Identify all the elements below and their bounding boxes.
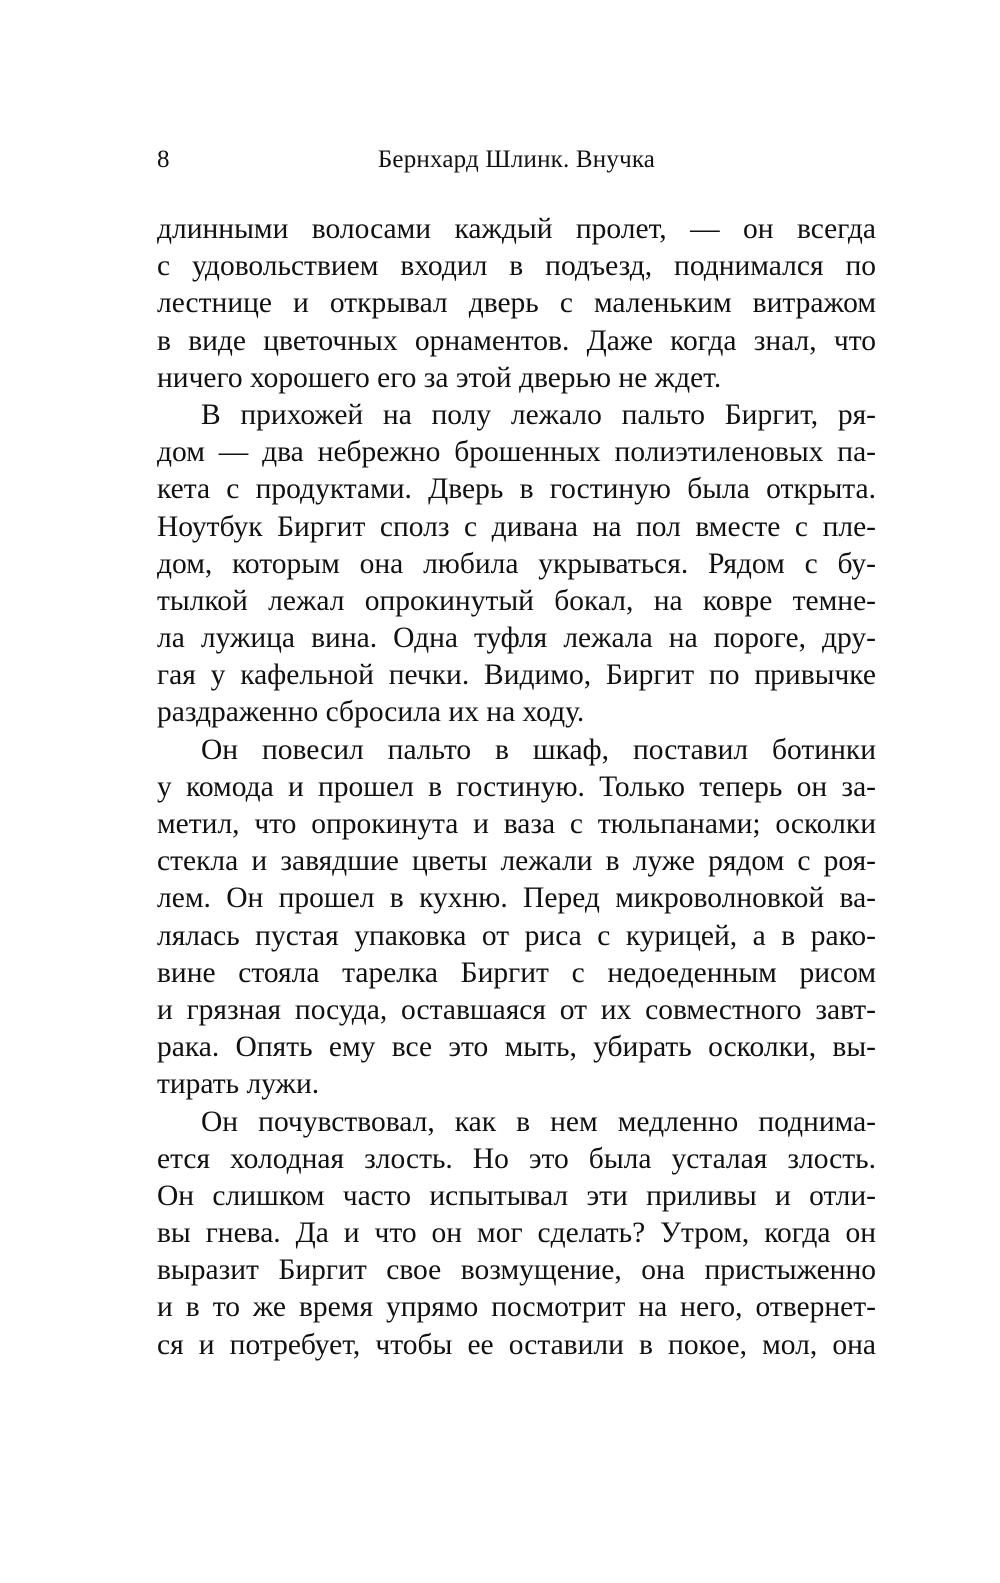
text-line: Ноутбук Биргит сполз с дивана на пол вместе с пле- [157,510,876,543]
text-line: Он почувствовал, как в нем медленно поднима- [201,1105,876,1138]
text-line: и грязная посуда, оставшаяся от их совместного завт- [157,993,876,1026]
text-line: ничего хорошего его за этой дверью не ждет. [157,361,722,394]
text-line: у комода и прошел в гостиную. Только теперь он за- [157,770,876,803]
text-line: Он повесил пальто в шкаф, поставил ботинки [201,733,876,766]
text-line: в виде цветочных орнаментов. Даже когда знал, что [157,324,876,357]
page-number: 8 [157,146,170,173]
running-head [157,143,876,177]
text-line: В прихожей на полу лежало пальто Биргит, ря- [201,398,876,431]
text-line: лем. Он прошел в кухню. Перед микроволновкой ва- [157,882,876,915]
text-line: раздраженно сбросила их на ходу. [157,696,585,729]
text-line: лялась пустая упаковка от риса с курицей, а в рако- [157,919,876,952]
text-line: кета с продуктами. Дверь в гостиную была открыта. [157,473,876,506]
text-line: выразит Биргит свое возмущение, она пристыженно [157,1254,876,1287]
text-line: дом, которым она любила укрываться. Рядом с бу- [157,547,876,580]
text-line: гая у кафельной печки. Видимо, Биргит по привычке [157,659,876,692]
text-line: длинными волосами каждый пролет, — он всегда [157,213,876,245]
text-line: тирать лужи. [157,1068,320,1101]
body-text [157,211,876,1364]
text-line: лестнице и открывал дверь с маленьким витражом [157,287,876,320]
text-line: ла лужица вина. Одна туфля лежала на пороге, дру- [157,622,876,655]
text-line: вине стояла тарелка Биргит с недоеденным рисом [157,956,876,989]
text-line: вы гнева. Да и что он мог сделать? Утром, когда он [157,1217,876,1250]
text-line: ется холодная злость. Но это была усталая злость. [157,1142,876,1175]
text-line: ся и потребует, чтобы ее оставили в покое, мол, она [157,1328,876,1361]
text-line: тылкой лежал опрокинутый бокал, на ковре темне- [157,584,876,617]
text-line: Он слишком часто испытывал эти приливы и отли- [157,1179,876,1212]
text-line: метил, что опрокинута и ваза с тюльпанами; осколки [157,808,876,840]
text-line: рака. Опять ему все это мыть, убирать осколки, вы- [157,1031,876,1064]
text-line: стекла и завядшие цветы лежали в луже рядом с роя- [157,845,876,878]
text-line: и в то же время упрямо посмотрит на него, отвернет- [157,1291,876,1324]
text-line: дом — два небрежно брошенных полиэтиленовых па- [157,436,876,469]
text-line: с удовольствием входил в подъезд, поднимался по [157,250,876,283]
book-title: Бернхард Шлинк. Внучка [377,146,656,173]
